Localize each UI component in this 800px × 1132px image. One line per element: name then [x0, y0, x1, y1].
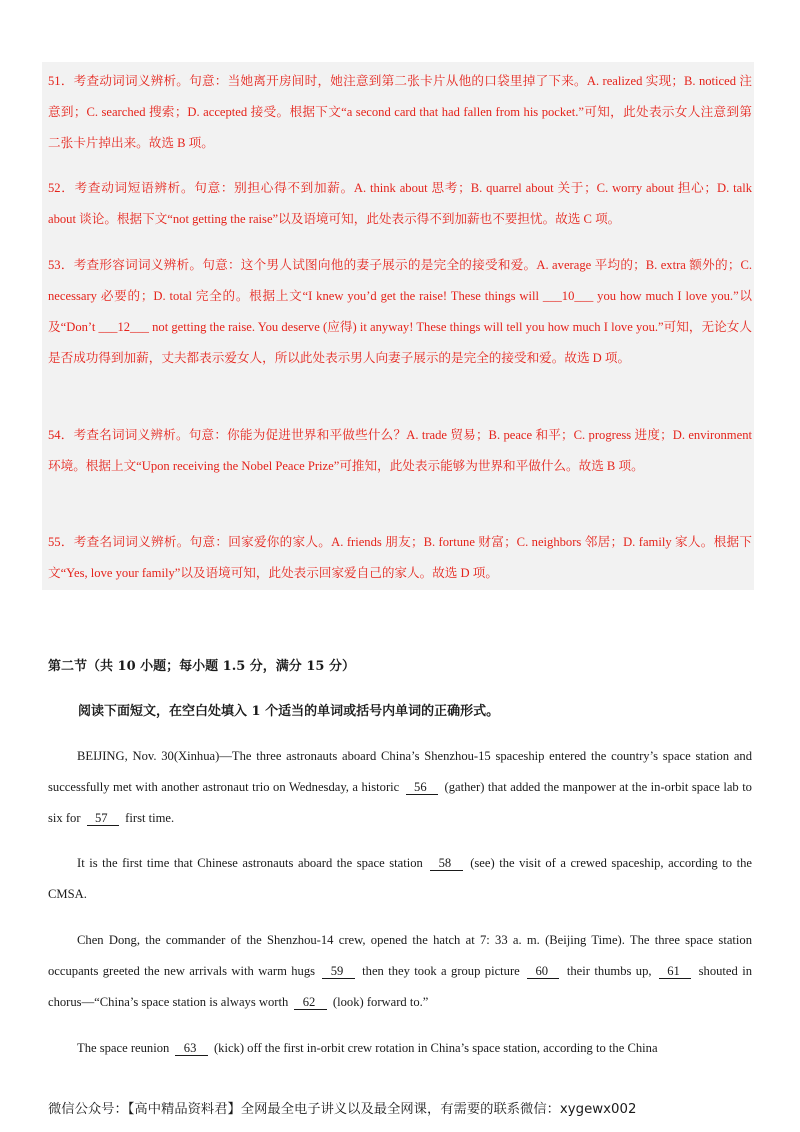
section-instruction: 阅读下面短文，在空白处填入 1 个适当的单词或括号内单词的正确形式。 [78, 704, 500, 719]
answer-53: 53．考查形容词词义辨析。句意：这个男人试图向他的妻子展示的是完全的接受和爱。A. average 平均的；B. extra 额外的；C. necessary 必要的；D. total 完全的。根据上文“I knew you’d get the raise! These things will ___10___ you how much I love you.”以及“Don’t ___12___ not getting the raise. You deserve (应得) it anyway! These things will tell you how much I love you.”可知，无论女人是否成功得到加薪，丈夫都表示爱女人，所以此处表示男人向妻子展示的是完全的接受和爱。故选 D 项。 [48, 258, 752, 365]
blank-60: 60 [529, 964, 558, 978]
answer-55: 55．考查名词词义辨析。句意：回家爱你的家人。A. friends 朋友；B. fortune 财富；C. neighbors 邻居；D. family 家人。根据下文“Yes, love your family”以及语境可知，此处表示回家爱自己的家人。故选 D 项。 [48, 535, 752, 580]
blank-62: 62 [296, 995, 325, 1009]
blank-57: 57 [88, 811, 118, 825]
section-title: 第二节（共 10 小题；每小题 1.5 分，满分 15 分） [48, 659, 355, 674]
blank-58: 58 [432, 856, 461, 870]
answer-51: 51．考查动词词义辨析。句意：当她离开房间时，她注意到第二张卡片从他的口袋里掉了下来。A. realized 实现；B. noticed 注意到；C. searched 搜索；D. accepted 接受。根据下文“a second card that had fallen from his pocket.”可知，此处表示女人注意到第二张卡片掉出来。故选 B 项。 [48, 74, 752, 150]
blank-56: 56 [407, 780, 437, 794]
blank-59: 59 [324, 964, 353, 978]
footer-watermark-text: 微信公众号：【高中精品资料君】全网最全电子讲义以及最全网课，有需要的联系微信：xygewx002 [48, 1102, 637, 1117]
passage-paragraph: The space reunion 63 (kick) off the first in-orbit crew rotation in China’s space station, according to the China [77, 1041, 658, 1055]
blank-63: 63 [177, 1041, 206, 1055]
passage-paragraph: BEIJING, Nov. 30(Xinhua)—The three astronauts aboard China’s Shenzhou-15 spaceship entered the country’s space station and successfully met with another astronaut trio on Wednesday, a historic 56 (gather) that added the manpower at the in-orbit space lab to six for 57 first time. [48, 749, 752, 825]
answer-52: 52．考查动词短语辨析。句意：别担心得不到加薪。A. think about 思考；B. quarrel about 关于；C. worry about 担心；D. talk about 谈论。根据下文“not getting the raise”以及语境可知，此处表示得不到加薪也不要担忧。故选 C 项。 [48, 181, 752, 226]
answer-54: 54．考查名词词义辨析。句意：你能为促进世界和平做些什么？A. trade 贸易；B. peace 和平；C. progress 进度；D. environment 环境。根据上文“Upon receiving the Nobel Peace Prize”可推知，此处表示能够为世界和平做什么。故选 B 项。 [48, 428, 752, 473]
passage-paragraph: It is the first time that Chinese astronauts aboard the space station 58 (see) the visit of a crewed spaceship, according to the CMSA. [48, 856, 752, 901]
blank-61: 61 [660, 964, 690, 978]
passage-paragraph: Chen Dong, the commander of the Shenzhou-14 crew, opened the hatch at 7: 33 a. m. (Beijing Time). The three space station occupants greeted the new arrivals with warm hugs 59 then they took a group picture 60 their thumbs up, 61 shouted in chorus—“China’s space station is always worth 62 (look) forward to.” [48, 933, 752, 1009]
